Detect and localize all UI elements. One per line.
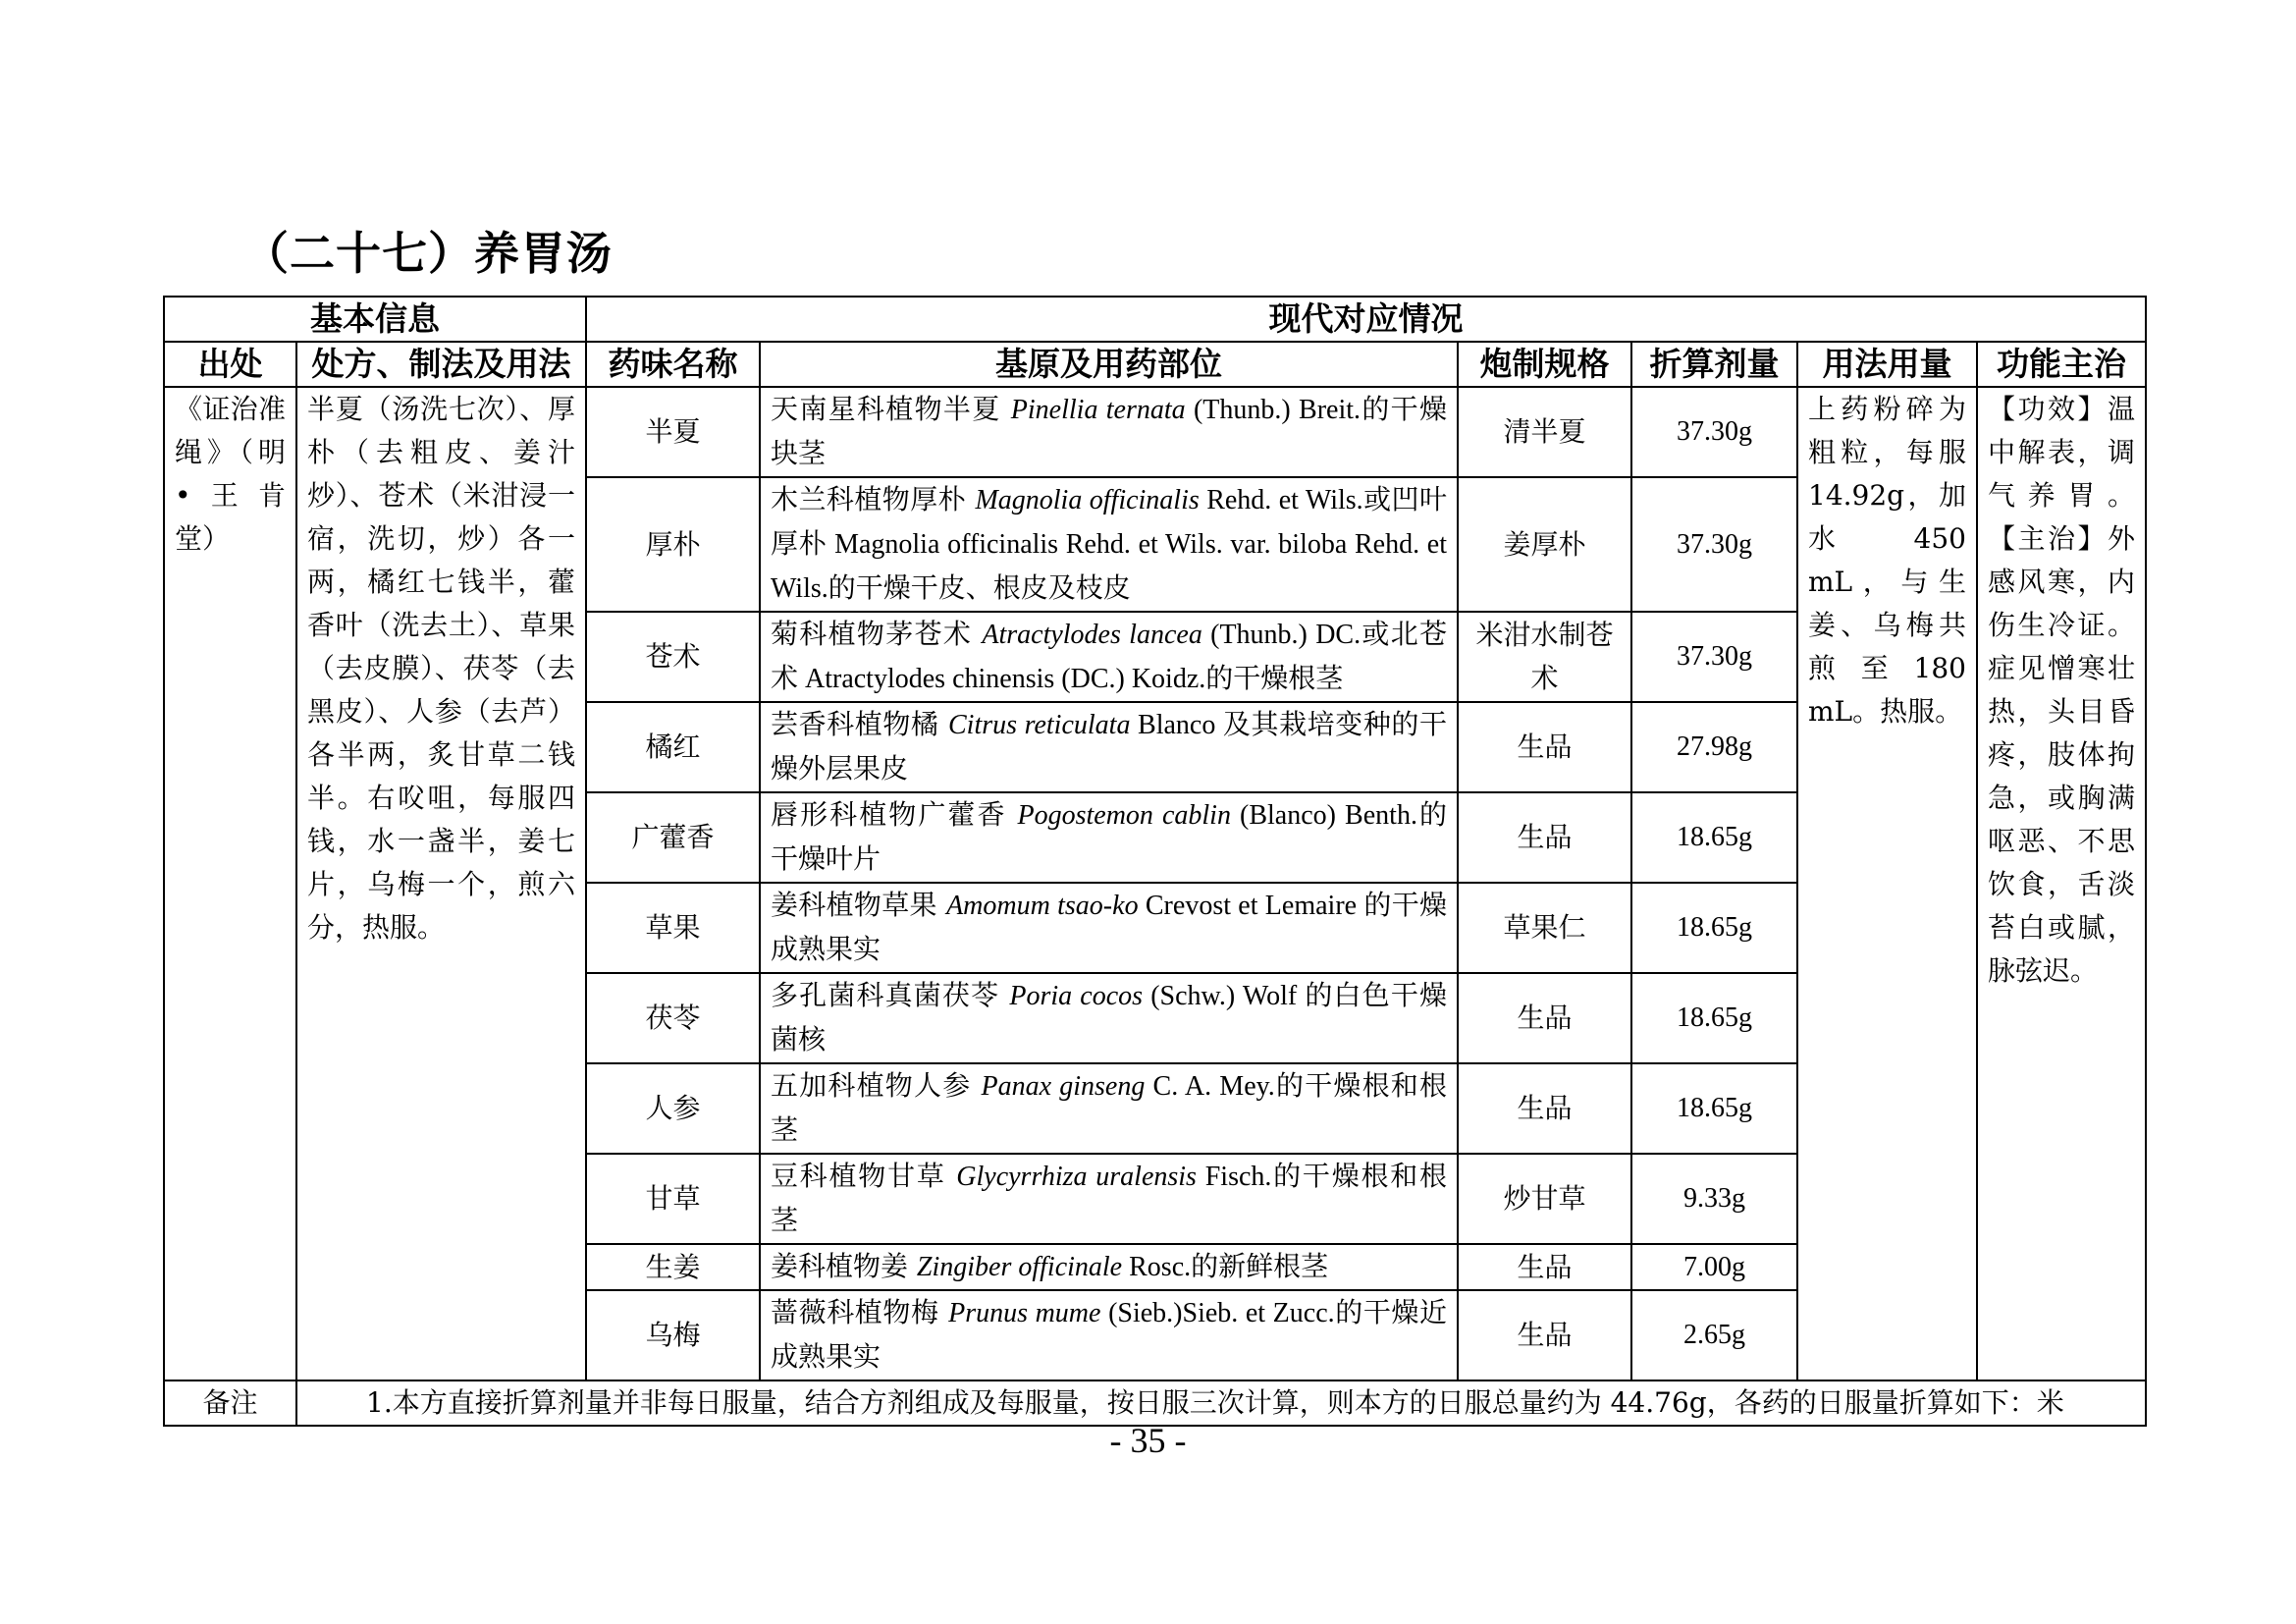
base-suffix: (Thunb.) DC.或北苍术 Atractylodes chinensis (DC.) Koidz.的干燥根茎 bbox=[771, 620, 1448, 694]
latin-name: Poria cocos bbox=[1009, 981, 1144, 1011]
latin-name: Magnolia officinalis bbox=[975, 485, 1200, 515]
herb-name-cell: 草果 bbox=[586, 883, 760, 973]
herb-name-cell: 甘草 bbox=[586, 1154, 760, 1244]
usage-cell: 上药粉碎为粗粒，每服14.92g，加水450 mL，与生姜、乌梅共煎至180 mL。热服。 bbox=[1797, 387, 1977, 1380]
header-base: 基原及用药部位 bbox=[760, 342, 1458, 387]
base-cell bbox=[760, 1154, 1458, 1244]
base-cell bbox=[760, 477, 1458, 612]
group-header-row bbox=[164, 297, 2146, 342]
base-suffix: C. A. Mey.的干燥根和根茎 bbox=[771, 1071, 1447, 1146]
base-prefix: 唇形科植物广藿香 bbox=[771, 798, 1018, 831]
base-cell bbox=[760, 702, 1458, 792]
base-prefix: 豆科植物甘草 bbox=[771, 1160, 957, 1192]
header-basic-info: 基本信息 bbox=[164, 297, 586, 342]
dose-cell: 18.65g bbox=[1631, 973, 1797, 1063]
herb-name-cell: 广藿香 bbox=[586, 792, 760, 883]
processing-cell: 姜厚朴 bbox=[1458, 477, 1631, 612]
processing-cell: 生品 bbox=[1458, 792, 1631, 883]
base-cell bbox=[760, 387, 1458, 477]
base-cell bbox=[760, 612, 1458, 702]
dose-cell: 7.00g bbox=[1631, 1244, 1797, 1290]
dose-cell: 18.65g bbox=[1631, 883, 1797, 973]
dose-cell: 27.98g bbox=[1631, 702, 1797, 792]
herb-name-cell: 乌梅 bbox=[586, 1290, 760, 1380]
base-prefix: 木兰科植物厚朴 bbox=[771, 483, 976, 515]
processing-cell: 生品 bbox=[1458, 1244, 1631, 1290]
header-dose: 折算剂量 bbox=[1631, 342, 1797, 387]
processing-cell: 生品 bbox=[1458, 973, 1631, 1063]
processing-cell: 生品 bbox=[1458, 702, 1631, 792]
dose-cell: 9.33g bbox=[1631, 1154, 1797, 1244]
base-cell bbox=[760, 792, 1458, 883]
latin-name: Pinellia ternata bbox=[1010, 395, 1186, 425]
base-suffix: (Schw.) Wolf 的白色干燥菌核 bbox=[771, 981, 1448, 1056]
base-suffix: (Thunb.) Breit.的干燥块茎 bbox=[771, 395, 1447, 469]
latin-name: Glycyrrhiza uralensis bbox=[956, 1162, 1197, 1192]
herb-name-cell: 生姜 bbox=[586, 1244, 760, 1290]
processing-cell: 生品 bbox=[1458, 1063, 1631, 1154]
dose-cell: 37.30g bbox=[1631, 387, 1797, 477]
latin-name: Citrus reticulata bbox=[948, 710, 1131, 740]
function-cell: 【功效】温中解表，调气养胃。【主治】外感风寒，内伤生冷证。症见憎寒壮热，头目昏疼，肢体拘急，或胸满呕恶、不思饮食，舌淡苔白或腻，脉弦迟。 bbox=[1977, 387, 2146, 1380]
herb-name-cell: 茯苓 bbox=[586, 973, 760, 1063]
latin-name: Amomum tsao-ko bbox=[946, 891, 1139, 921]
base-suffix: (Sieb.)Sieb. et Zucc.的干燥近成熟果实 bbox=[771, 1298, 1448, 1373]
base-prefix: 多孔菌科真菌茯苓 bbox=[771, 979, 1010, 1011]
processing-cell: 米泔水制苍术 bbox=[1458, 612, 1631, 702]
page-title: （二十七）养胃汤 bbox=[243, 227, 613, 280]
table-row bbox=[164, 387, 2146, 477]
herb-name-cell: 半夏 bbox=[586, 387, 760, 477]
base-prefix: 姜科植物姜 bbox=[771, 1250, 917, 1282]
header-modern-info: 现代对应情况 bbox=[586, 297, 2146, 342]
dose-cell: 37.30g bbox=[1631, 612, 1797, 702]
header-processing: 炮制规格 bbox=[1458, 342, 1631, 387]
header-usage: 用法用量 bbox=[1797, 342, 1977, 387]
latin-name: Pogostemon cablin bbox=[1017, 800, 1231, 831]
base-prefix: 姜科植物草果 bbox=[771, 889, 947, 921]
herb-name-cell: 橘红 bbox=[586, 702, 760, 792]
base-prefix: 蔷薇科植物梅 bbox=[771, 1296, 949, 1328]
dose-cell: 2.65g bbox=[1631, 1290, 1797, 1380]
base-cell bbox=[760, 1290, 1458, 1380]
processing-cell: 炒甘草 bbox=[1458, 1154, 1631, 1244]
base-suffix: Fisch.的干燥根和根茎 bbox=[771, 1162, 1447, 1236]
herb-name-cell: 人参 bbox=[586, 1063, 760, 1154]
prescription-table bbox=[163, 296, 2147, 1427]
note-text: 1.本方直接折算剂量并非每日服量，结合方剂组成及每服量，按日服三次计算，则本方的日服总量约为 44.76g，各药的日服量折算如下：米 bbox=[296, 1380, 2146, 1426]
herb-name-cell: 厚朴 bbox=[586, 477, 760, 612]
processing-cell: 清半夏 bbox=[1458, 387, 1631, 477]
base-prefix: 五加科植物人参 bbox=[771, 1069, 982, 1102]
base-cell bbox=[760, 1063, 1458, 1154]
base-prefix: 芸香科植物橘 bbox=[771, 708, 948, 740]
base-suffix: (Blanco) Benth.的干燥叶片 bbox=[771, 800, 1448, 875]
base-suffix: Blanco 及其栽培变种的干燥外层果皮 bbox=[771, 710, 1448, 785]
processing-cell: 草果仁 bbox=[1458, 883, 1631, 973]
base-suffix: Rosc.的新鲜根茎 bbox=[1122, 1252, 1329, 1282]
dose-cell: 18.65g bbox=[1631, 792, 1797, 883]
base-prefix: 菊科植物茅苍术 bbox=[771, 618, 983, 650]
header-herb: 药味名称 bbox=[586, 342, 760, 387]
latin-name: Zingiber officinale bbox=[916, 1252, 1123, 1282]
base-cell bbox=[760, 1244, 1458, 1290]
base-cell bbox=[760, 973, 1458, 1063]
latin-name: Prunus mume bbox=[948, 1298, 1101, 1328]
page-number: - 35 - bbox=[1109, 1421, 1187, 1460]
source-cell: 《证治准绳》（明•王肯堂） bbox=[164, 387, 296, 1380]
base-cell bbox=[760, 883, 1458, 973]
latin-name: Atractylodes lancea bbox=[982, 620, 1202, 650]
header-source: 出处 bbox=[164, 342, 296, 387]
base-suffix: Rehd. et Wils.或凹叶厚朴 Magnolia officinalis Rehd. et Wils. var. biloba Rehd. et Wils.的干燥干皮、根皮及枝皮 bbox=[771, 485, 1447, 604]
column-header-row bbox=[164, 342, 2146, 387]
base-suffix: Crevost et Lemaire 的干燥成熟果实 bbox=[771, 891, 1448, 965]
base-prefix: 天南星科植物半夏 bbox=[771, 393, 1011, 425]
processing-cell: 生品 bbox=[1458, 1290, 1631, 1380]
dose-cell: 18.65g bbox=[1631, 1063, 1797, 1154]
herb-name-cell: 苍术 bbox=[586, 612, 760, 702]
dose-cell: 37.30g bbox=[1631, 477, 1797, 612]
note-label: 备注 bbox=[164, 1380, 296, 1426]
prescription-cell: 半夏（汤洗七次）、厚朴（去粗皮、姜汁炒）、苍术（米泔浸一宿，洗切，炒）各一两，橘红七钱半，藿香叶（洗去土）、草果（去皮膜）、茯苓（去黑皮）、人参（去芦）各半两，炙甘草二钱半。右㕮咀，每服四钱，水一盏半，姜七片，乌梅一个，煎六分，热服。 bbox=[296, 387, 586, 1380]
header-prescription: 处方、制法及用法 bbox=[296, 342, 586, 387]
header-function: 功能主治 bbox=[1977, 342, 2146, 387]
latin-name: Panax ginseng bbox=[981, 1071, 1146, 1102]
